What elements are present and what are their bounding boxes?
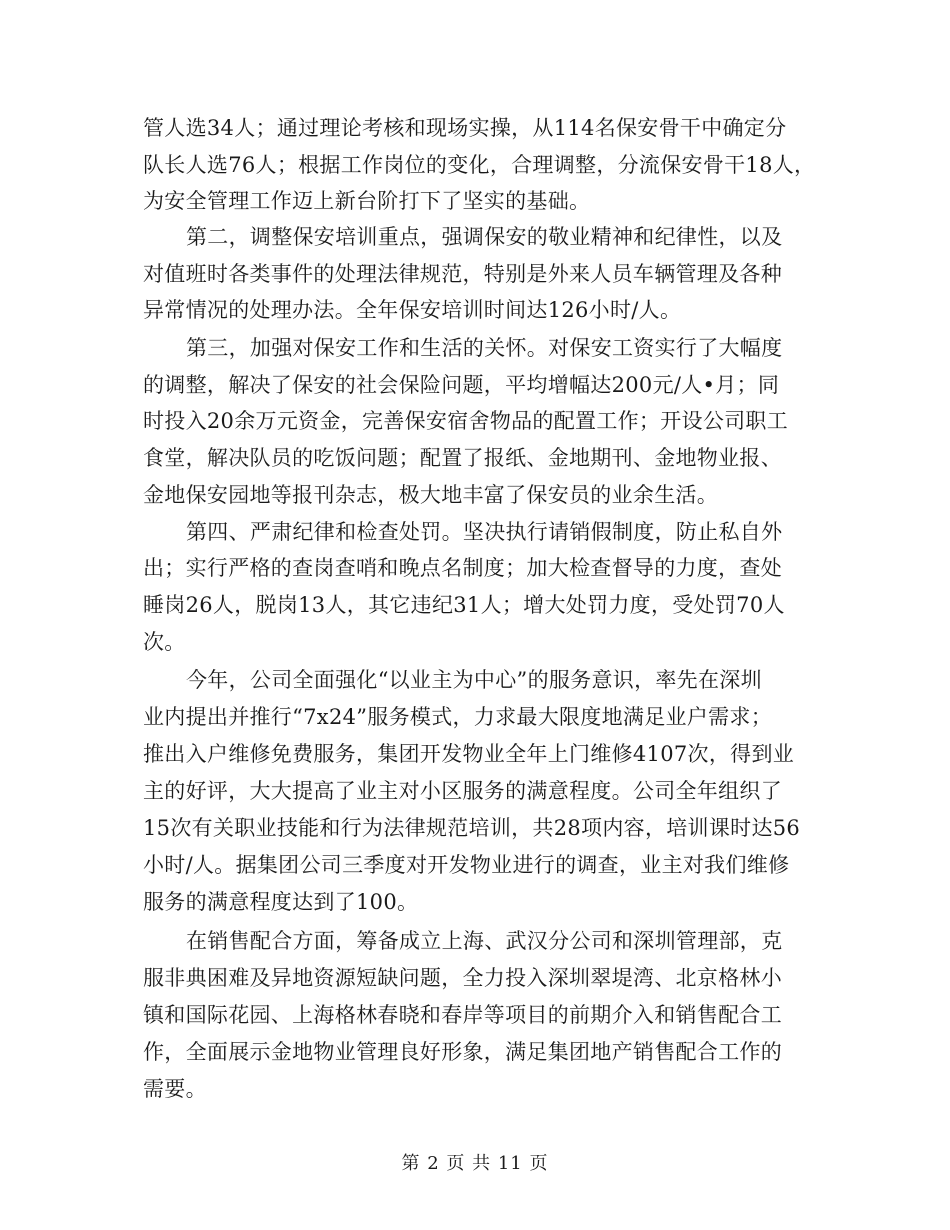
text-line: 异常情况的处理办法。全年保安培训时间达126小时/人。	[143, 298, 682, 322]
text-line: 今年，公司全面强化“以业主为中心”的服务意识，率先在深圳	[186, 668, 762, 692]
text-line: 对值班时各类事件的处理法律规范，特别是外来人员车辆管理及各种	[143, 262, 782, 286]
text-line: 业内提出并推行“7x24”服务模式，力求最大限度地满足业户需求；	[143, 705, 772, 729]
text-line: 时投入20余万元资金，完善保安宿舍物品的配置工作；开设公司职工	[143, 409, 789, 433]
text-line: 出；实行严格的查岗查哨和晚点名制度；加大检查督导的力度，查处	[143, 556, 782, 580]
text-line: 金地保安园地等报刊杂志，极大地丰富了保安员的业余生活。	[143, 483, 719, 507]
text-line: 服非典困难及异地资源短缺问题，全力投入深圳翠堤湾、北京格林小	[143, 966, 782, 990]
text-line: 次。	[143, 630, 186, 654]
text-line: 15次有关职业技能和行为法律规范培训，共28项内容，培训课时达56	[143, 816, 801, 840]
text-line: 主的好评，大大提高了业主对小区服务的满意程度。公司全年组织了	[143, 779, 782, 803]
text-line: 作，全面展示金地物业管理良好形象，满足集团地产销售配合工作的	[143, 1040, 782, 1064]
text-line: 第二，调整保安培训重点，强调保安的敬业精神和纪律性，以及	[186, 225, 783, 249]
text-line: 第四、严肃纪律和检查处罚。坚决执行请销假制度，防止私自外	[186, 520, 783, 544]
page-footer: 第 2 页 共 11 页	[401, 1153, 549, 1174]
text-line: 服务的满意程度达到了100。	[143, 890, 419, 914]
text-line: 镇和国际花园、上海格林春晓和春岸等项目的前期介入和销售配合工	[143, 1003, 782, 1027]
text-line: 小时/人。据集团公司三季度对开发物业进行的调查，业主对我们维修	[143, 853, 790, 877]
text-line: 需要。	[143, 1077, 207, 1101]
text-line: 在销售配合方面，筹备成立上海、武汉分公司和深圳管理部，克	[186, 929, 783, 953]
text-line: 为安全管理工作迈上新台阶打下了坚实的基础。	[143, 189, 591, 213]
text-line: 推出入户维修免费服务，集团开发物业全年上门维修4107次，得到业	[143, 742, 795, 766]
text-line: 睡岗26人，脱岗13人，其它违纪31人；增大处罚力度，受处罚70人	[143, 593, 785, 617]
text-line: 的调整，解决了保安的社会保险问题，平均增幅达200元/人•月；同	[143, 373, 780, 397]
text-line: 食堂，解决队员的吃饭问题；配置了报纸、金地期刊、金地物业报、	[143, 446, 782, 470]
text-line: 管人选34人；通过理论考核和现场实操，从114名保安骨干中确定分	[143, 116, 787, 140]
text-line: 第三，加强对保安工作和生活的关怀。对保安工资实行了大幅度	[186, 336, 783, 360]
text-line: 队长人选76人；根据工作岗位的变化，合理调整，分流保安骨干18人，	[143, 153, 816, 177]
